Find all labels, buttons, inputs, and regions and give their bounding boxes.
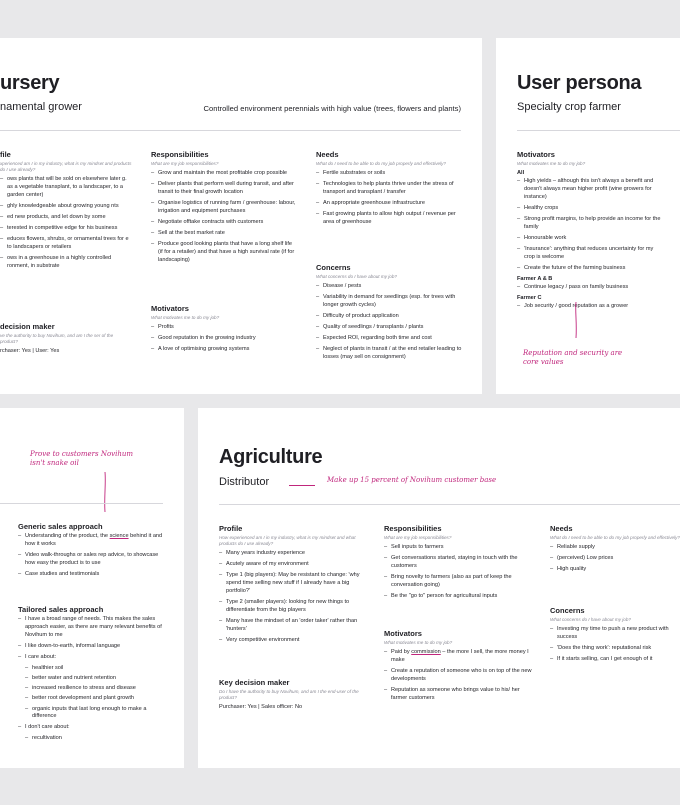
nursery-subtitle: namental grower: [0, 101, 82, 113]
list-item: – 'Does the thing work': reputational risk: [550, 645, 680, 653]
section-title: Concerns: [316, 263, 351, 272]
section-hint: What motivates me to do my job?: [517, 161, 586, 166]
item-text: – the more I sell, the more money I make: [391, 649, 529, 664]
persona-divider: [517, 130, 680, 131]
list-item: – Reliable supply: [550, 544, 680, 552]
list-item: – High quality: [550, 566, 680, 574]
group-label-all: All: [517, 170, 525, 177]
list-item: – Many have the mindset of an 'order taker' rather than 'hunters': [219, 618, 362, 634]
section-title: Responsibilities: [151, 150, 209, 159]
nursery-responsibilities: [151, 150, 297, 268]
list-item: – Produce good looking plants that have a long shelf life (if for a retailer) and that have a high survival rate (if for landscaping): [151, 241, 297, 264]
section-title: Motivators: [151, 304, 189, 313]
section-title: Motivators: [384, 629, 422, 638]
list-item: – If it starts selling, can I get enough of it: [550, 656, 680, 664]
list-item: – I have a broad range of needs. This makes the sales approach easier, as there are many relevant benefits of Novihum to me: [18, 616, 166, 639]
list-item: – Difficulty of product application: [316, 313, 464, 321]
sales-annotation-line: [100, 470, 110, 514]
persona-handwritten-note: Reputation and security are core values: [523, 349, 623, 366]
persona-annotation-line: [571, 300, 581, 340]
section-title: Key decision maker: [219, 678, 290, 687]
sales-approach-card: [0, 408, 184, 768]
list-item: – Sell inputs to farmers: [384, 544, 532, 552]
list-item: – Fertile substrates or soils: [316, 170, 464, 178]
agriculture-persona-card: [198, 408, 680, 768]
section-title: decision maker: [0, 322, 55, 331]
nursery-motivators: [151, 304, 297, 357]
list-item: – Very competitive environment: [219, 637, 362, 645]
list-item: – Fast growing plants to allow high output / revenue per area of greenhouse: [316, 211, 464, 227]
nursery-needs: [316, 150, 464, 230]
list-item: – Variability in demand for seedlings (esp. for trees with longer growth cycles): [316, 294, 464, 310]
list-item: – An appropriate greenhouse infrastructure: [316, 200, 464, 208]
nursery-profile: [0, 150, 132, 274]
section-hint: What are my job responsibilities?: [151, 161, 219, 166]
list-item: – High yields – although this isn't always a benefit and doesn't always mean higher profit (wine growers for instance): [517, 178, 663, 201]
list-item: [18, 533, 166, 549]
list-item: – Strong profit margins, to help provide an income for the family: [517, 216, 663, 232]
nursery-decision: [0, 322, 128, 354]
item-text: Understanding of the product, the: [25, 533, 110, 539]
list-subitem: – organic inputs that last long enough to make a difference: [18, 706, 166, 722]
list-item: – ows plants that will be sold on elsewhere later g. as a vegetable transplant, to a landscaper, to a garden center): [0, 176, 132, 199]
nursery-persona-card: [0, 38, 482, 394]
group-label-c: Farmer C: [517, 294, 542, 301]
list-item: – Deliver plants that perform well during transit, and after transit to their final growth location: [151, 181, 297, 197]
list-item: – Create a reputation of someone who is on top of the new developments: [384, 668, 532, 684]
agriculture-responsibilities: [384, 524, 532, 604]
user-persona-card: [496, 38, 680, 394]
list-item: – I care about:: [18, 654, 166, 662]
highlighted-word: commission: [411, 649, 441, 656]
list-item: – 'Insurance': anything that reduces uncertainty for my crop is welcome: [517, 246, 663, 262]
list-item: – Job security / good reputation as a grower: [517, 303, 663, 311]
section-hint: Do I have the authority to buy Novihum, and am I the end-user of the product?: [219, 689, 359, 701]
list-item: – I like down-to-earth, informal language: [18, 643, 166, 651]
generic-sales-approach: [18, 522, 166, 582]
section-title: Needs: [316, 150, 339, 159]
item-text: behind it and how it works: [25, 533, 163, 547]
list-item: – Grow and maintain the most profitable crop possible: [151, 170, 297, 178]
list-item: – A love of optimising growing systems: [151, 346, 297, 354]
section-title: file: [0, 150, 11, 159]
nursery-divider: [0, 130, 461, 131]
section-hint: What concerns do I have about my job?: [316, 274, 397, 279]
list-subitem: – better root development and plant growth: [18, 695, 166, 703]
list-item: – Be the "go to" person for agricultural inputs: [384, 593, 532, 601]
agriculture-concerns: [550, 606, 680, 667]
list-item: – ows in a greenhouse in a highly controlled ronment, in substrate: [0, 255, 132, 271]
section-title: Needs: [550, 524, 573, 533]
list-item: – Type 2 (smaller players): looking for new things to differentiate from the big players: [219, 599, 362, 615]
section-hint: What do I need to be able to do my job properly and effectively?: [316, 161, 446, 166]
list-subitem: – recultivation: [18, 735, 166, 743]
list-item: – Bring novelty to farmers (also as part of keep the conversation going): [384, 574, 532, 590]
list-item: – Quality of seedlings / transplants / plants: [316, 324, 464, 332]
section-title: Tailored sales approach: [18, 605, 104, 614]
decision-meta: Purchaser: Yes | Sales officer: No: [219, 704, 303, 711]
section-title: Generic sales approach: [18, 522, 103, 531]
sales-handwritten-note: Prove to customers Novihum isn't snake oil: [30, 450, 134, 467]
persona-subtitle: Specialty crop farmer: [517, 101, 621, 113]
list-item: – Negotiate offtake contracts with customers: [151, 219, 297, 227]
persona-title: User persona: [517, 72, 642, 94]
agriculture-profile: [219, 524, 362, 648]
list-item: – Technologies to help plants thrive under the stress of transport and transplant / transfer: [316, 181, 464, 197]
section-hint: What motivates me to do my job?: [384, 640, 453, 645]
list-item: – Disease / pests: [316, 283, 464, 291]
group-label-ab: Farmer A & B: [517, 275, 553, 282]
agriculture-decision: [219, 678, 362, 710]
list-item: – I don't care about:: [18, 724, 166, 732]
list-item: – Good reputation in the growing industry: [151, 335, 297, 343]
list-item: – Expected ROI, regarding both time and cost: [316, 335, 464, 343]
agriculture-handwritten-note: Make up 15 percent of Novihum customer base: [327, 476, 497, 484]
nursery-tagline: Controlled environment perennials with high value (trees, flowers and plants): [203, 104, 461, 113]
decision-meta: rchaser: Yes | User: Yes: [0, 348, 60, 355]
section-hint: What motivates me to do my job?: [151, 315, 220, 320]
list-item: – ed new products, and let down by some: [0, 214, 132, 222]
list-item: – (perceived) Low prices: [550, 555, 680, 563]
persona-motivators: [517, 150, 663, 314]
list-item: – Profits: [151, 324, 297, 332]
section-hint: What concerns do I have about my job?: [550, 617, 631, 622]
list-item: – Case studies and testimonials: [18, 571, 166, 579]
list-item: – Honourable work: [517, 235, 663, 243]
section-title: Motivators: [517, 150, 555, 159]
list-item: – Sell at the best market rate: [151, 230, 297, 238]
list-item: – Get conversations started, staying in touch with the customers: [384, 555, 532, 571]
section-title: Concerns: [550, 606, 585, 615]
section-hint: xperienced am I in my industry, what is my mindset and products do I use already?: [0, 161, 132, 173]
list-subitem: – healthier soil: [18, 665, 166, 673]
agriculture-needs: [550, 524, 680, 577]
section-hint: ve the authority to buy Novihum, and am I the ser of the product?: [0, 333, 114, 345]
agriculture-title: Agriculture: [219, 446, 323, 468]
list-item: – Continue legacy / pass on family business: [517, 284, 663, 292]
list-item: – Acutely aware of my environment: [219, 561, 362, 569]
agriculture-subtitle: Distributor: [219, 476, 270, 488]
list-item: – Investing my time to push a new product with success: [550, 626, 680, 642]
list-item: – Healthy crops: [517, 205, 663, 213]
list-item: – Video walk-throughs or sales rep advice, to showcase how easy the product is to use: [18, 552, 166, 568]
item-text: Paid by: [391, 649, 412, 656]
section-title: Responsibilities: [384, 524, 442, 533]
list-item: – terested in competitive edge for his business: [0, 225, 132, 233]
section-hint: What are my job responsibilities?: [384, 535, 452, 540]
list-item: – Type 1 (big players): May be resistant to change: 'why spend time selling new stuff if I already have a big portfolio?': [219, 572, 362, 595]
list-subitem: – increased resilience to stress and disease: [18, 685, 166, 693]
list-item: – Organise logistics of running farm / greenhouse: labour, irrigation and equipment purchases: [151, 200, 297, 216]
list-subitem: – better water and nutrient retention: [18, 675, 166, 683]
list-item: – Neglect of plants in transit / at the end retailer leading to losses (may sell on consignment): [316, 346, 464, 362]
sales-divider: [0, 503, 163, 504]
section-title: Profile: [219, 524, 243, 533]
highlighted-word: science: [109, 533, 129, 539]
agriculture-motivators: [384, 629, 532, 706]
agriculture-divider: [219, 504, 680, 505]
list-item: – educes flowers, shrubs, or ornamental trees for e to landscapers or retailers: [0, 236, 132, 252]
nursery-concerns: [316, 263, 464, 365]
section-hint: What do I need to be able to do my job properly and effectively?: [550, 535, 680, 540]
list-item: – Reputation as someone who brings value to his/ her farmer customers: [384, 687, 532, 703]
list-item: – ghly knowledgeable about growing young nts: [0, 203, 132, 211]
section-hint: How experienced am I in my industry, what is my mindset and what products do I use already?: [219, 535, 356, 547]
agriculture-note-dash: [289, 485, 315, 486]
tailored-sales-approach: [18, 605, 166, 745]
list-item: – Many years industry experience: [219, 550, 362, 558]
nursery-title: ursery: [0, 72, 60, 94]
list-item: – Create the future of the farming business: [517, 265, 663, 273]
list-item: [384, 649, 532, 665]
